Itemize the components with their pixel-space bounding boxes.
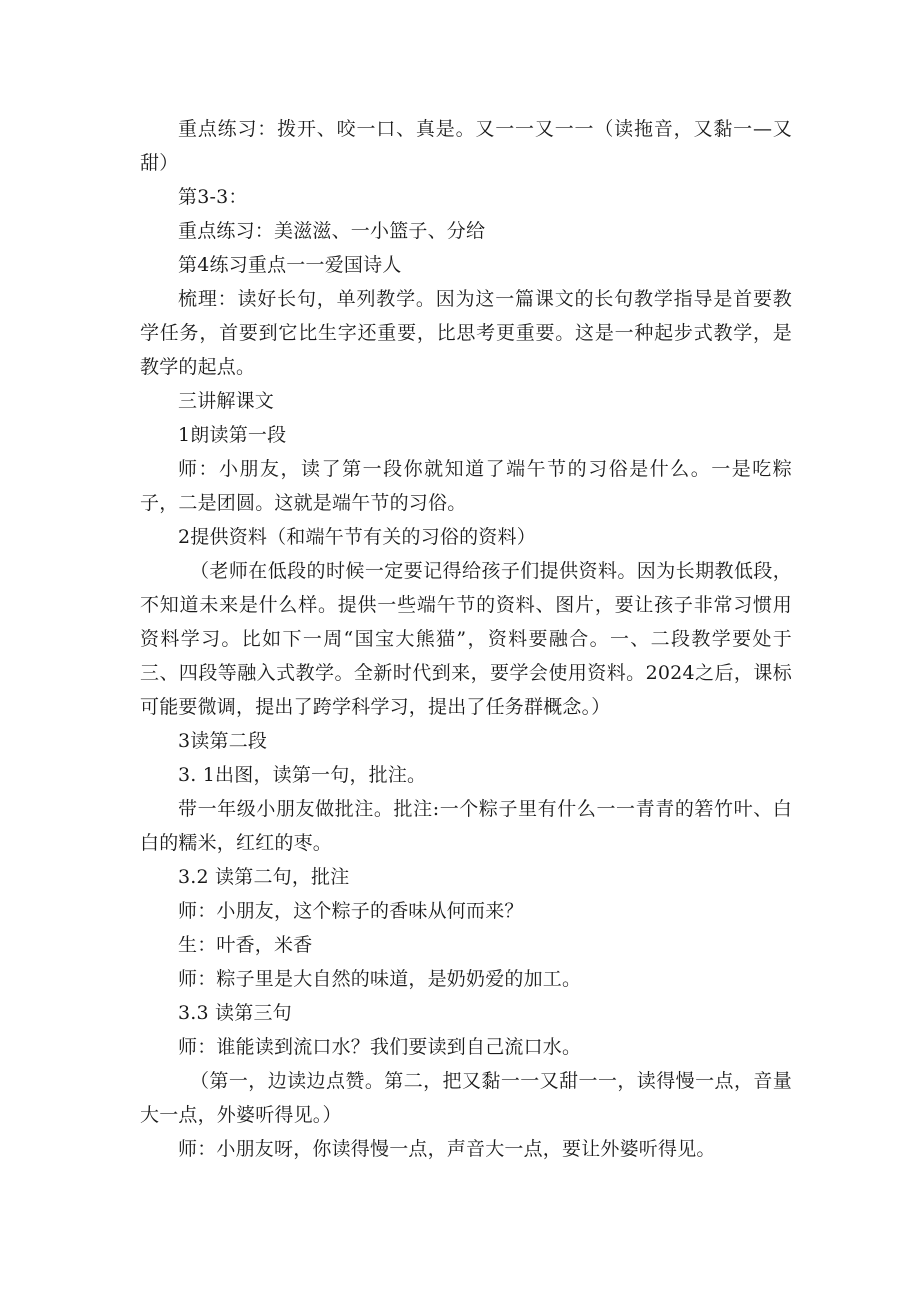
document-body [140,112,792,1166]
heading-read-section-2: 3读第二段 [178,730,268,752]
heading-read-section-1: 1朗读第一段 [178,424,287,446]
paragraph-reading-note: （第一，边读边点赞。第二，把又黏一一又甜一一，读得慢一点，音量大一点，外婆听得见。） [140,1070,792,1126]
paragraph-teacher-5: 师：小朋友呀，你读得慢一点，声音大一点，要让外婆听得见。 [178,1138,716,1160]
paragraph-key-practice-1: 重点练习：拨开、咬一口、真是。又一一又一一（读拖音，又黏一—又甜） [140,118,792,174]
heading-step-3-2: 3.2 读第二句，批注 [178,866,350,888]
heading-provide-materials: 2提供资料（和端午节有关的习俗的资料） [178,526,536,548]
paragraph-teacher-4: 师：谁能读到流口水？我们要读到自己流口水。 [178,1036,582,1058]
paragraph-teacher-3: 师：粽子里是大自然的味道，是奶奶爱的加工。 [178,968,582,990]
paragraph-section-3-3: 第3-3： [178,186,248,208]
paragraph-key-practice-2: 重点练习：美滋滋、一小篮子、分给 [178,220,486,242]
heading-explain-text: 三讲解课文 [178,390,275,412]
paragraph-student-1: 生：叶香，米香 [178,934,313,956]
paragraph-summary: 梳理：读好长句，单列教学。因为这一篇课文的长句教学指导是首要教学任务，首要到它比生字还重要，比思考更重要。这是一种起步式教学，是教学的起点。 [140,288,792,378]
paragraph-practice-4: 第4练习重点一一爱国诗人 [178,254,402,276]
paragraph-annotation: 带一年级小朋友做批注。批注:一个粽子里有什么一一青青的箬竹叶、白白的糯米，红红的枣。 [140,798,792,854]
heading-step-3-3: 3.3 读第三句 [178,1002,292,1024]
heading-step-3-1: 3. 1出图，读第一句，批注。 [178,764,427,786]
paragraph-teacher-2: 师：小朋友，这个粽子的香味从何而来？ [178,900,524,922]
paragraph-teacher-1: 师：小朋友，读了第一段你就知道了端午节的习俗是什么。一是吃粽子，二是团圆。这就是端午节的习俗。 [140,458,792,514]
paragraph-materials-note: （老师在低段的时候一定要记得给孩子们提供资料。因为长期教低段，不知道未来是什么样。提供一些端午节的资料、图片，要让孩子非常习惯用资料学习。比如下一周“国宝大熊猫”，资料要融合。一、二段教学要处于三、四段等融入式教学。全新时代到来，要学会使用资料。2024之后，课标可能要微调，提出了跨学科学习，提出了任务群概念。） [140,560,792,718]
